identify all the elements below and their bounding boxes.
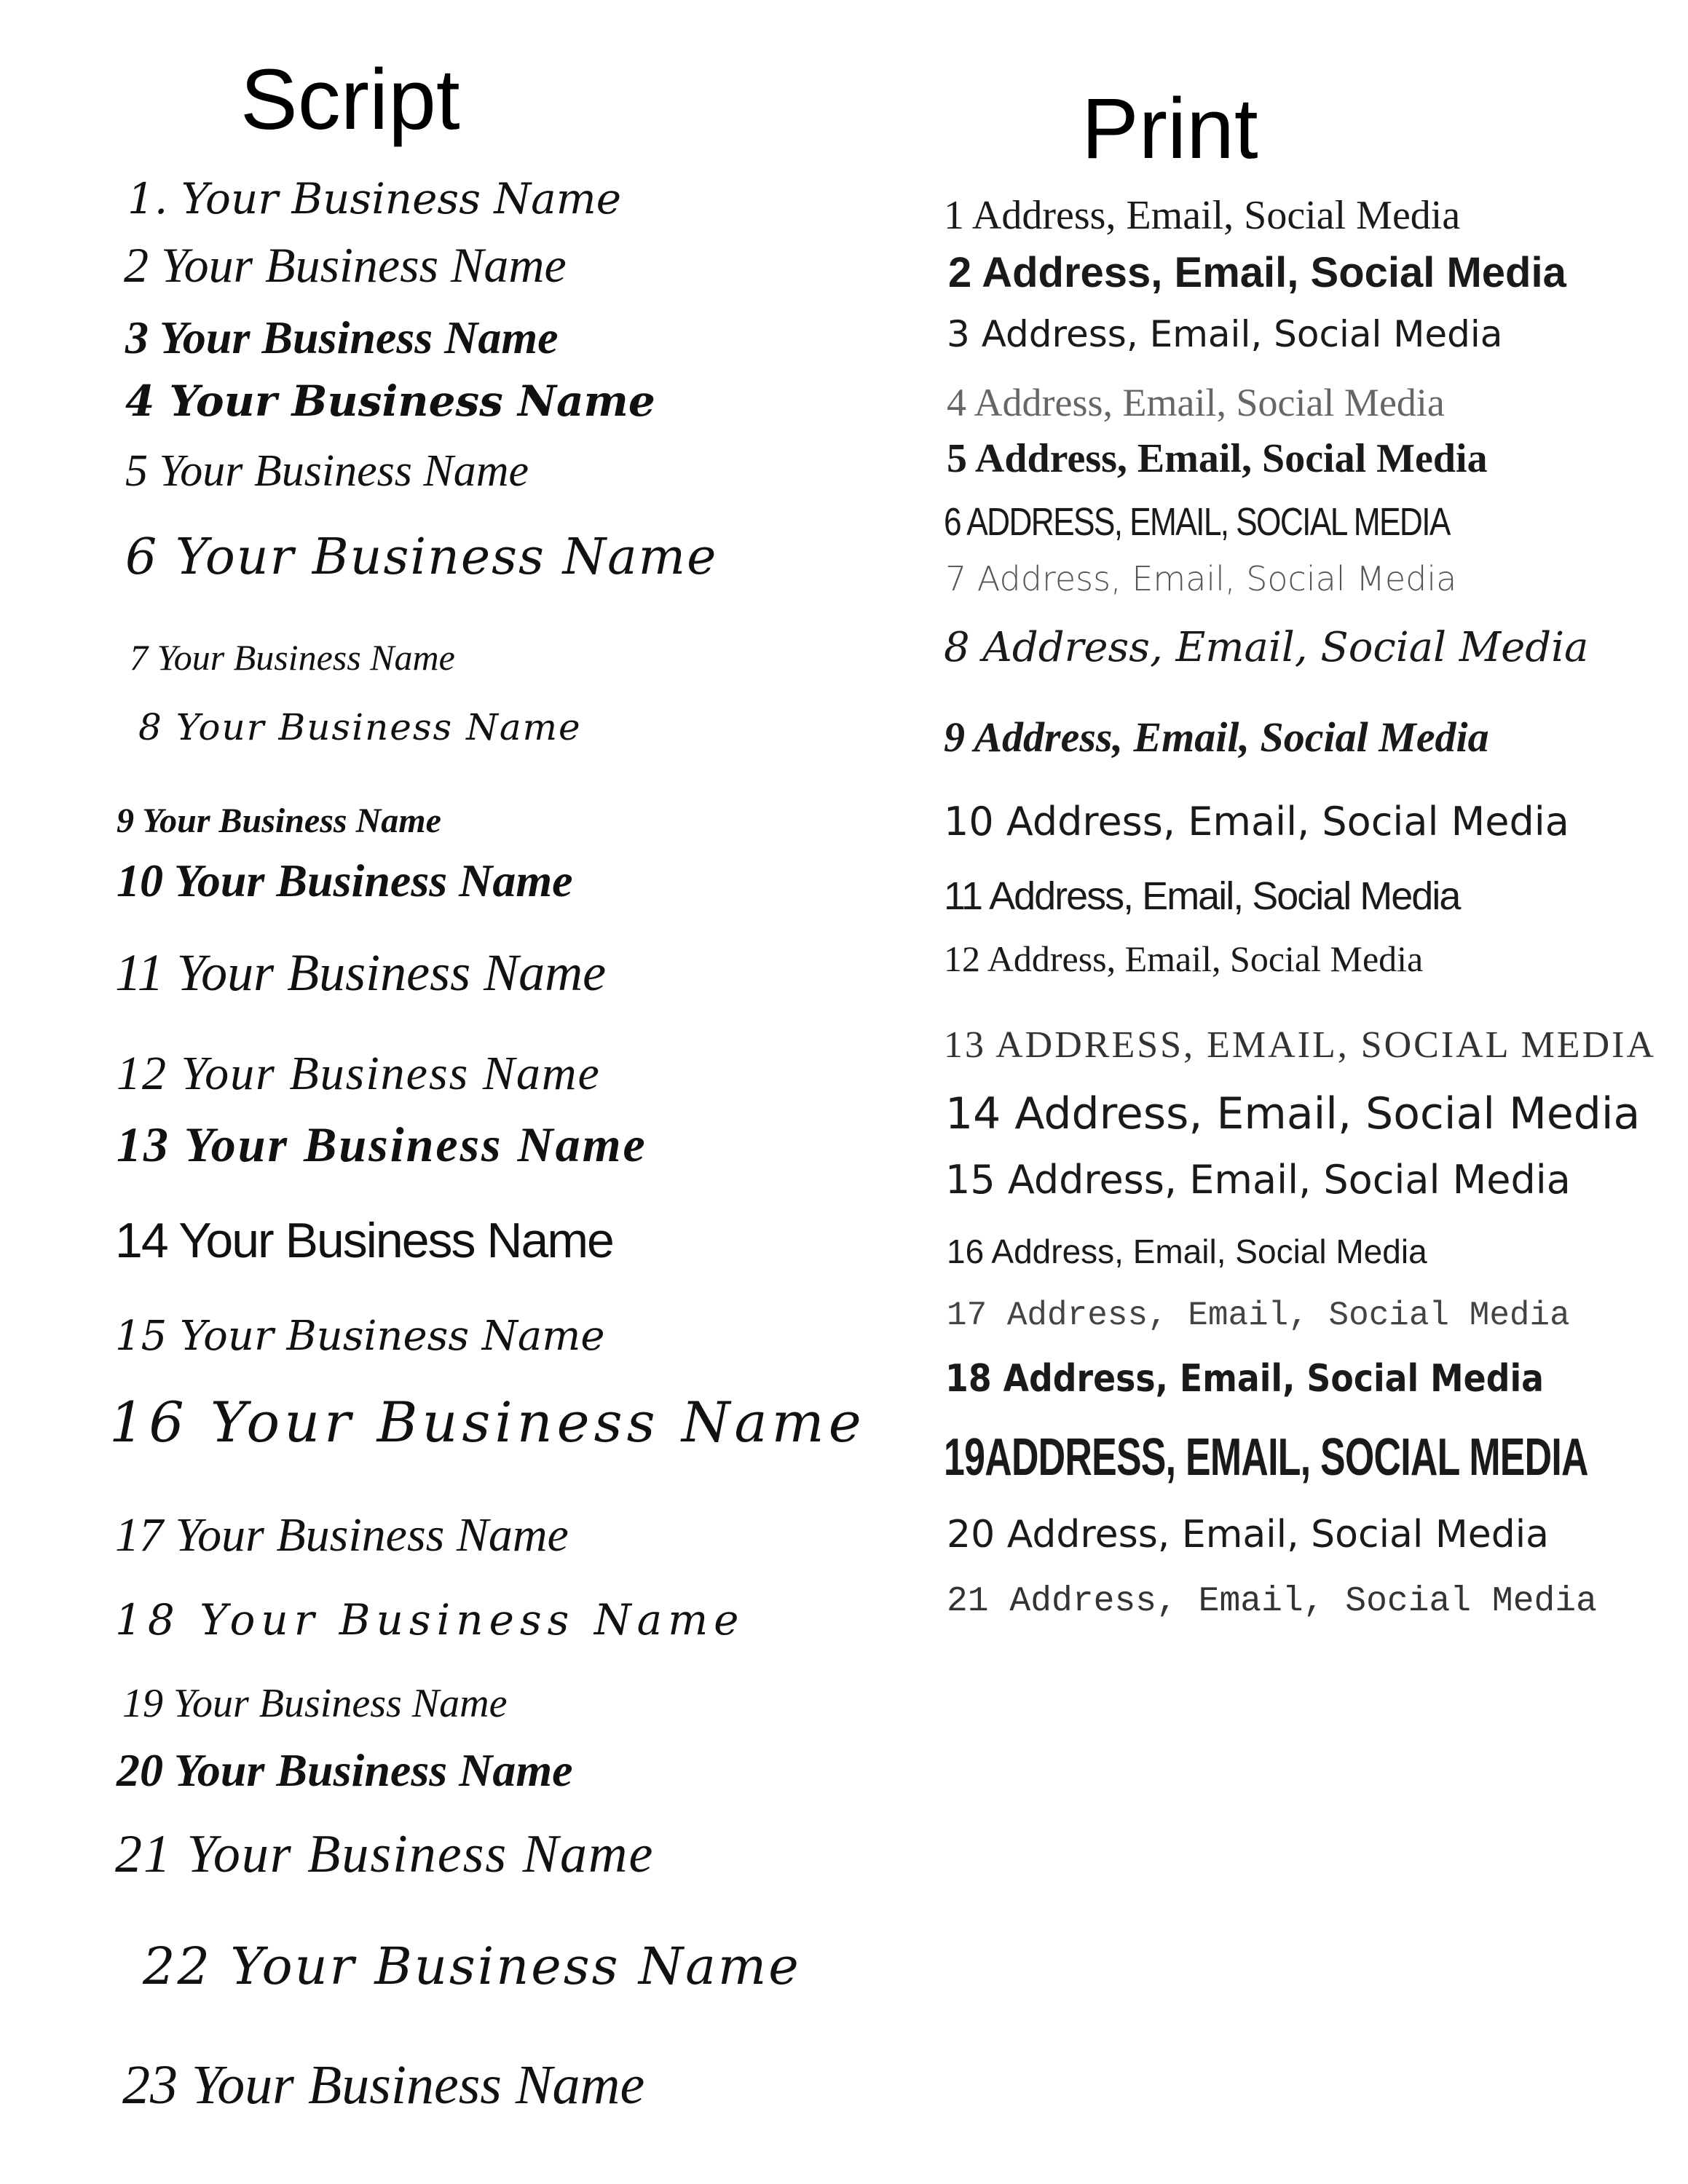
print-sample-15: 15 Address, Email, Social Media — [945, 1157, 1571, 1203]
script-sample-1: 1. Your Business Name — [127, 174, 622, 223]
print-sample-12: 12 Address, Email, Social Media — [944, 938, 1424, 979]
script-sample-15: 15 Your Business Name — [115, 1313, 605, 1360]
script-sample-3: 3 Your Business Name — [125, 312, 559, 363]
script-sample-21: 21 Your Business Name — [115, 1824, 655, 1884]
print-sample-3: 3 Address, Email, Social Media — [947, 313, 1503, 355]
script-sample-22: 22 Your Business Name — [143, 1936, 801, 1996]
script-sample-19: 19 Your Business Name — [122, 1681, 508, 1726]
script-sample-23: 23 Your Business Name — [122, 2054, 645, 2116]
print-sample-16: 16 Address, Email, Social Media — [947, 1233, 1427, 1270]
print-sample-11: 11 Address, Email, Social Media — [944, 874, 1460, 918]
script-sample-11: 11 Your Business Name — [115, 943, 607, 1002]
script-sample-13: 13 Your Business Name — [117, 1117, 647, 1172]
print-sample-17: 17 Address, Email, Social Media — [947, 1297, 1570, 1334]
script-sample-4: 4 Your Business Name — [125, 376, 655, 426]
print-sample-14: 14 Address, Email, Social Media — [945, 1088, 1641, 1139]
script-sample-2: 2 Your Business Name — [124, 237, 567, 293]
print-sample-4: 4 Address, Email, Social Media — [947, 381, 1445, 424]
script-sample-10: 10 Your Business Name — [117, 855, 573, 906]
script-sample-17: 17 Your Business Name — [115, 1508, 569, 1562]
print-sample-13: 13 ADDRESS, EMAIL, SOCIAL MEDIA — [944, 1024, 1656, 1066]
script-sample-9: 9 Your Business Name — [117, 802, 441, 840]
print-sample-21: 21 Address, Email, Social Media — [947, 1582, 1597, 1621]
print-sample-5: 5 Address, Email, Social Media — [947, 436, 1488, 481]
script-sample-7: 7 Your Business Name — [130, 637, 455, 678]
print-sample-9: 9 Address, Email, Social Media — [944, 713, 1489, 761]
script-sample-12: 12 Your Business Name — [117, 1047, 601, 1100]
print-sample-1: 1 Address, Email, Social Media — [944, 193, 1461, 238]
print-sample-19: 19ADDRESS, EMAIL, SOCIAL MEDIA — [944, 1428, 1588, 1487]
script-sample-18: 18 Your Business Name — [115, 1595, 745, 1645]
print-sample-7: 7 Address, Email, Social Media — [945, 559, 1457, 598]
print-sample-6: 6 ADDRESS, EMAIL, SOCIAL MEDIA — [944, 500, 1450, 544]
print-sample-8: 8 Address, Email, Social Media — [944, 624, 1589, 671]
script-sample-14: 14 Your Business Name — [115, 1213, 613, 1268]
print-sample-2: 2 Address, Email, Social Media — [948, 249, 1566, 296]
print-sample-18: 18 Address, Email, Social Media — [945, 1357, 1545, 1401]
script-sample-6: 6 Your Business Name — [125, 529, 718, 586]
script-sample-16: 16 Your Business Name — [109, 1390, 866, 1455]
print-sample-10: 10 Address, Email, Social Media — [944, 799, 1569, 844]
print-column-heading: Print — [1081, 81, 1258, 177]
script-column-heading: Script — [240, 52, 460, 148]
script-sample-8: 8 Your Business Name — [138, 706, 582, 748]
script-sample-5: 5 Your Business Name — [125, 446, 529, 496]
print-sample-20: 20 Address, Email, Social Media — [947, 1513, 1550, 1556]
script-sample-20: 20 Your Business Name — [117, 1744, 573, 1796]
